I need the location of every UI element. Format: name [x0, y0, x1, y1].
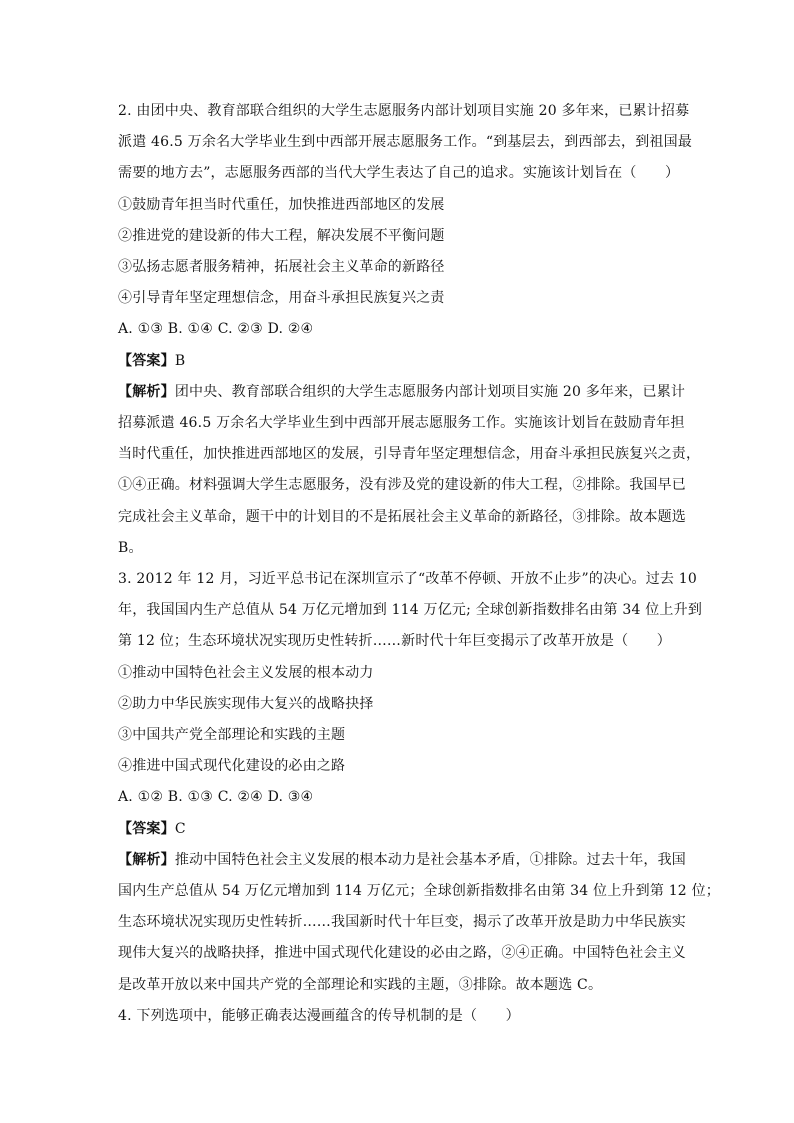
analysis-label: 【解析】: [118, 383, 175, 400]
question-2-option-4: ④引导青年坚定理想信念，用奋斗承担民族复兴之责: [118, 290, 445, 307]
question-3-option-3: ③中国共产党全部理论和实践的主题: [118, 727, 346, 744]
question-2-stem-line-2: 派遣 46.5 万余名大学毕业生到中西部开展志愿服务工作。“到基层去，到西部去，到祖国最: [118, 134, 693, 151]
question-3-answer: [118, 814, 678, 845]
question-2-answer: [118, 346, 678, 377]
question-3: [118, 564, 720, 1001]
question-2-analysis-line-4: ①④正确。材料强调大学生志愿服务，没有涉及党的建设新的伟大工程，②排除。我国早已: [118, 477, 686, 494]
question-3-stem-line-2: 年，我国国内生产总值从 54 万亿元增加到 114 万亿元; 全球创新指数排名由第 34 位上升到: [118, 602, 703, 619]
question-4-stem: 4. 下列选项中，能够正确表达漫画蕴含的传导机制的是（ ）: [118, 1007, 520, 1024]
question-2: [118, 96, 701, 564]
question-3-analysis-line-5: 是改革开放以来中国共产党的全部理论和实践的主题，③排除。故本题选 C。: [118, 976, 603, 993]
question-2-option-2: ②推进党的建设新的伟大工程，解决发展不平衡问题: [118, 227, 445, 244]
answer-value: B: [174, 352, 186, 369]
question-2-analysis-line-5: 完成社会主义革命，题干中的计划目的不是拓展社会主义革命的新路径，③排除。故本题选: [118, 508, 686, 525]
question-3-stem-line-3: 第 12 位；生态环境状况实现历史性转折……新时代十年巨变揭示了改革开放是（ ）: [118, 633, 671, 650]
question-3-analysis-line-1: [118, 845, 687, 876]
question-2-analysis-line-6: B。: [118, 539, 143, 556]
question-2-choices: A. ①③ B. ①④ C. ②③ D. ②④: [118, 321, 314, 338]
question-2-analysis-line-3: 当时代重任，加快推进西部地区的发展，引导青年坚定理想信念，用奋斗承担民族复兴之责，: [118, 446, 701, 463]
analysis-label: 【解析】: [118, 851, 175, 868]
analysis-text: 团中央、教育部联合组织的大学生志愿服务内部计划项目实施 20 多年来，已累计: [174, 383, 686, 400]
question-2-analysis-line-1: [118, 377, 686, 408]
answer-value: C: [174, 820, 186, 837]
answer-label: 【答案】: [118, 820, 175, 837]
question-2-analysis-line-2: 招募派遣 46.5 万余名大学毕业生到中西部开展志愿服务工作。实施该计划旨在鼓励青年担: [118, 415, 685, 432]
question-2-stem-line-1: 2. 由团中央、教育部联合组织的大学生志愿服务内部计划项目实施 20 多年来，已累计招募: [118, 103, 690, 119]
question-3-option-2: ②助力中华民族实现伟大复兴的战略抉择: [118, 695, 374, 712]
question-2-option-1: ①鼓励青年担当时代重任，加快推进西部地区的发展: [118, 196, 445, 213]
question-3-stem-line-1: 3. 2012 年 12 月，习近平总书记在深圳宣示了“改革不停顿、开放不止步”的决心。过去 10: [118, 571, 697, 588]
question-3-analysis-line-3: 生态环境状况实现历史性转折……我国新时代十年巨变，揭示了改革开放是助力中华民族实: [118, 914, 686, 931]
question-3-analysis-line-2: 国内生产总值从 54 万亿元增加到 114 万亿元；全球创新指数排名由第 34 位上升到第 12 位；: [118, 883, 720, 900]
answer-label: 【答案】: [118, 352, 175, 369]
question-4: [118, 1001, 678, 1032]
question-2-stem-line-3: 需要的地方去”，志愿服务西部的当代大学生表达了自己的追求。实施该计划旨在（ ）: [118, 165, 680, 182]
question-3-option-4: ④推进中国式现代化建设的必由之路: [118, 758, 346, 775]
question-3-choices: A. ①② B. ①③ C. ②④ D. ③④: [118, 789, 314, 806]
question-3-option-1: ①推动中国特色社会主义发展的根本动力: [118, 664, 374, 681]
question-2-option-3: ③弘扬志愿者服务精神，拓展社会主义革命的新路径: [118, 259, 445, 276]
document-page: [118, 96, 720, 1032]
analysis-text: 推动中国特色社会主义发展的根本动力是社会基本矛盾，①排除。过去十年，我国: [174, 851, 687, 868]
question-3-analysis-line-4: 现伟大复兴的战略抉择，推进中国式现代化建设的必由之路，②④正确。中国特色社会主义: [118, 945, 686, 962]
